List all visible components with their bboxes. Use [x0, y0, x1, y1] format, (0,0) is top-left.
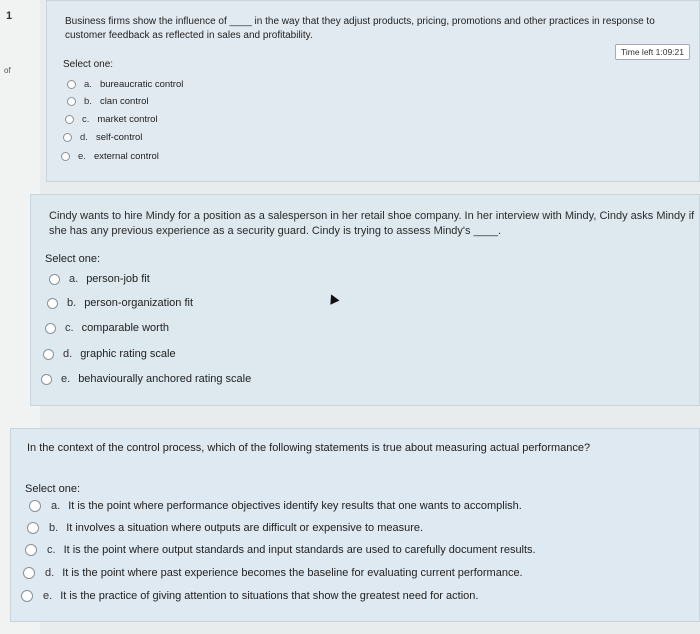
radio-button[interactable]	[29, 500, 41, 512]
option-letter: a.	[69, 273, 79, 285]
radio-button[interactable]	[23, 567, 35, 579]
option-text: bureaucratic control	[99, 79, 184, 90]
option-b[interactable]	[67, 96, 149, 107]
radio-button[interactable]	[61, 152, 70, 161]
option-b[interactable]	[47, 297, 193, 309]
radio-button[interactable]	[63, 133, 72, 142]
option-a[interactable]	[49, 273, 150, 285]
option-c[interactable]	[45, 322, 169, 334]
radio-button[interactable]	[45, 323, 56, 334]
option-letter: d.	[80, 132, 88, 143]
radio-button[interactable]	[27, 522, 39, 534]
option-text: clan control	[99, 96, 149, 107]
option-c[interactable]	[25, 544, 536, 556]
option-letter: e.	[78, 151, 86, 162]
option-letter: a.	[51, 500, 61, 512]
option-text: person-organization fit	[84, 297, 194, 309]
option-letter: e.	[43, 590, 53, 602]
option-text: behaviourally anchored rating scale	[78, 373, 252, 385]
option-text: comparable worth	[81, 322, 169, 334]
radio-button[interactable]	[41, 374, 52, 385]
radio-button[interactable]	[67, 97, 76, 106]
option-letter: b.	[84, 96, 92, 107]
option-text: market control	[97, 114, 158, 125]
radio-button[interactable]	[21, 590, 33, 602]
select-one-label: Select one:	[45, 253, 101, 265]
option-e[interactable]	[21, 590, 478, 602]
question-number: 1	[6, 10, 13, 22]
option-letter: b.	[49, 522, 59, 534]
radio-button[interactable]	[47, 298, 58, 309]
option-d[interactable]	[43, 348, 176, 360]
radio-button[interactable]	[67, 80, 76, 89]
radio-button[interactable]	[65, 115, 74, 124]
option-letter: d.	[63, 348, 73, 360]
option-text: It involves a situation where outputs are difficult or expensive to measure.	[66, 522, 424, 534]
option-text: It is the point where performance objectives identify key results that one wants to accomplish.	[68, 500, 522, 512]
question-text: Business firms show the influence of ____ in the way that they adjust products, pricing, promotions and other practices in response to customer feedback as reflected in sales and profitability.	[65, 16, 655, 41]
option-a[interactable]	[67, 79, 183, 90]
option-letter: c.	[65, 322, 74, 334]
radio-button[interactable]	[25, 544, 37, 556]
option-e[interactable]	[61, 151, 159, 162]
option-a[interactable]	[29, 500, 522, 512]
question-card-2	[30, 194, 700, 406]
option-text: self-control	[95, 132, 143, 143]
question-text: Cindy wants to hire Mindy for a position as a salesperson in her retail shoe company. In her interview with Mindy, Cindy asks Mindy if she has any previous experience as a security guard. Cindy is trying to assess Mindy's ____.	[49, 210, 695, 237]
option-b[interactable]	[27, 522, 423, 534]
option-text: It is the practice of giving attention to situations that show the greatest need for action.	[60, 590, 479, 602]
option-text: It is the point where past experience becomes the baseline for evaluating current performance.	[62, 567, 523, 579]
time-left-badge: Time left 1:09:21	[615, 44, 690, 60]
option-letter: d.	[45, 567, 55, 579]
question-of-label: of	[4, 66, 11, 75]
select-one-label: Select one:	[25, 483, 81, 495]
radio-button[interactable]	[43, 349, 54, 360]
option-letter: a.	[84, 79, 92, 90]
option-letter: c.	[47, 544, 56, 556]
option-d[interactable]	[23, 567, 523, 579]
option-letter: b.	[67, 297, 77, 309]
option-text: It is the point where output standards and input standards are used to carefully document results.	[63, 544, 536, 556]
option-d[interactable]	[63, 132, 142, 143]
select-one-label: Select one:	[63, 59, 114, 70]
question-card-3	[10, 428, 700, 622]
radio-button[interactable]	[49, 274, 60, 285]
option-text: external control	[93, 151, 159, 162]
option-e[interactable]	[41, 373, 251, 385]
option-letter: e.	[61, 373, 71, 385]
option-text: graphic rating scale	[80, 348, 176, 360]
option-letter: c.	[82, 114, 90, 125]
option-c[interactable]	[65, 114, 158, 125]
option-text: person-job fit	[86, 273, 150, 285]
question-card-1	[46, 0, 700, 182]
question-text: In the context of the control process, which of the following statements is true about measuring actual performance?	[27, 442, 591, 454]
